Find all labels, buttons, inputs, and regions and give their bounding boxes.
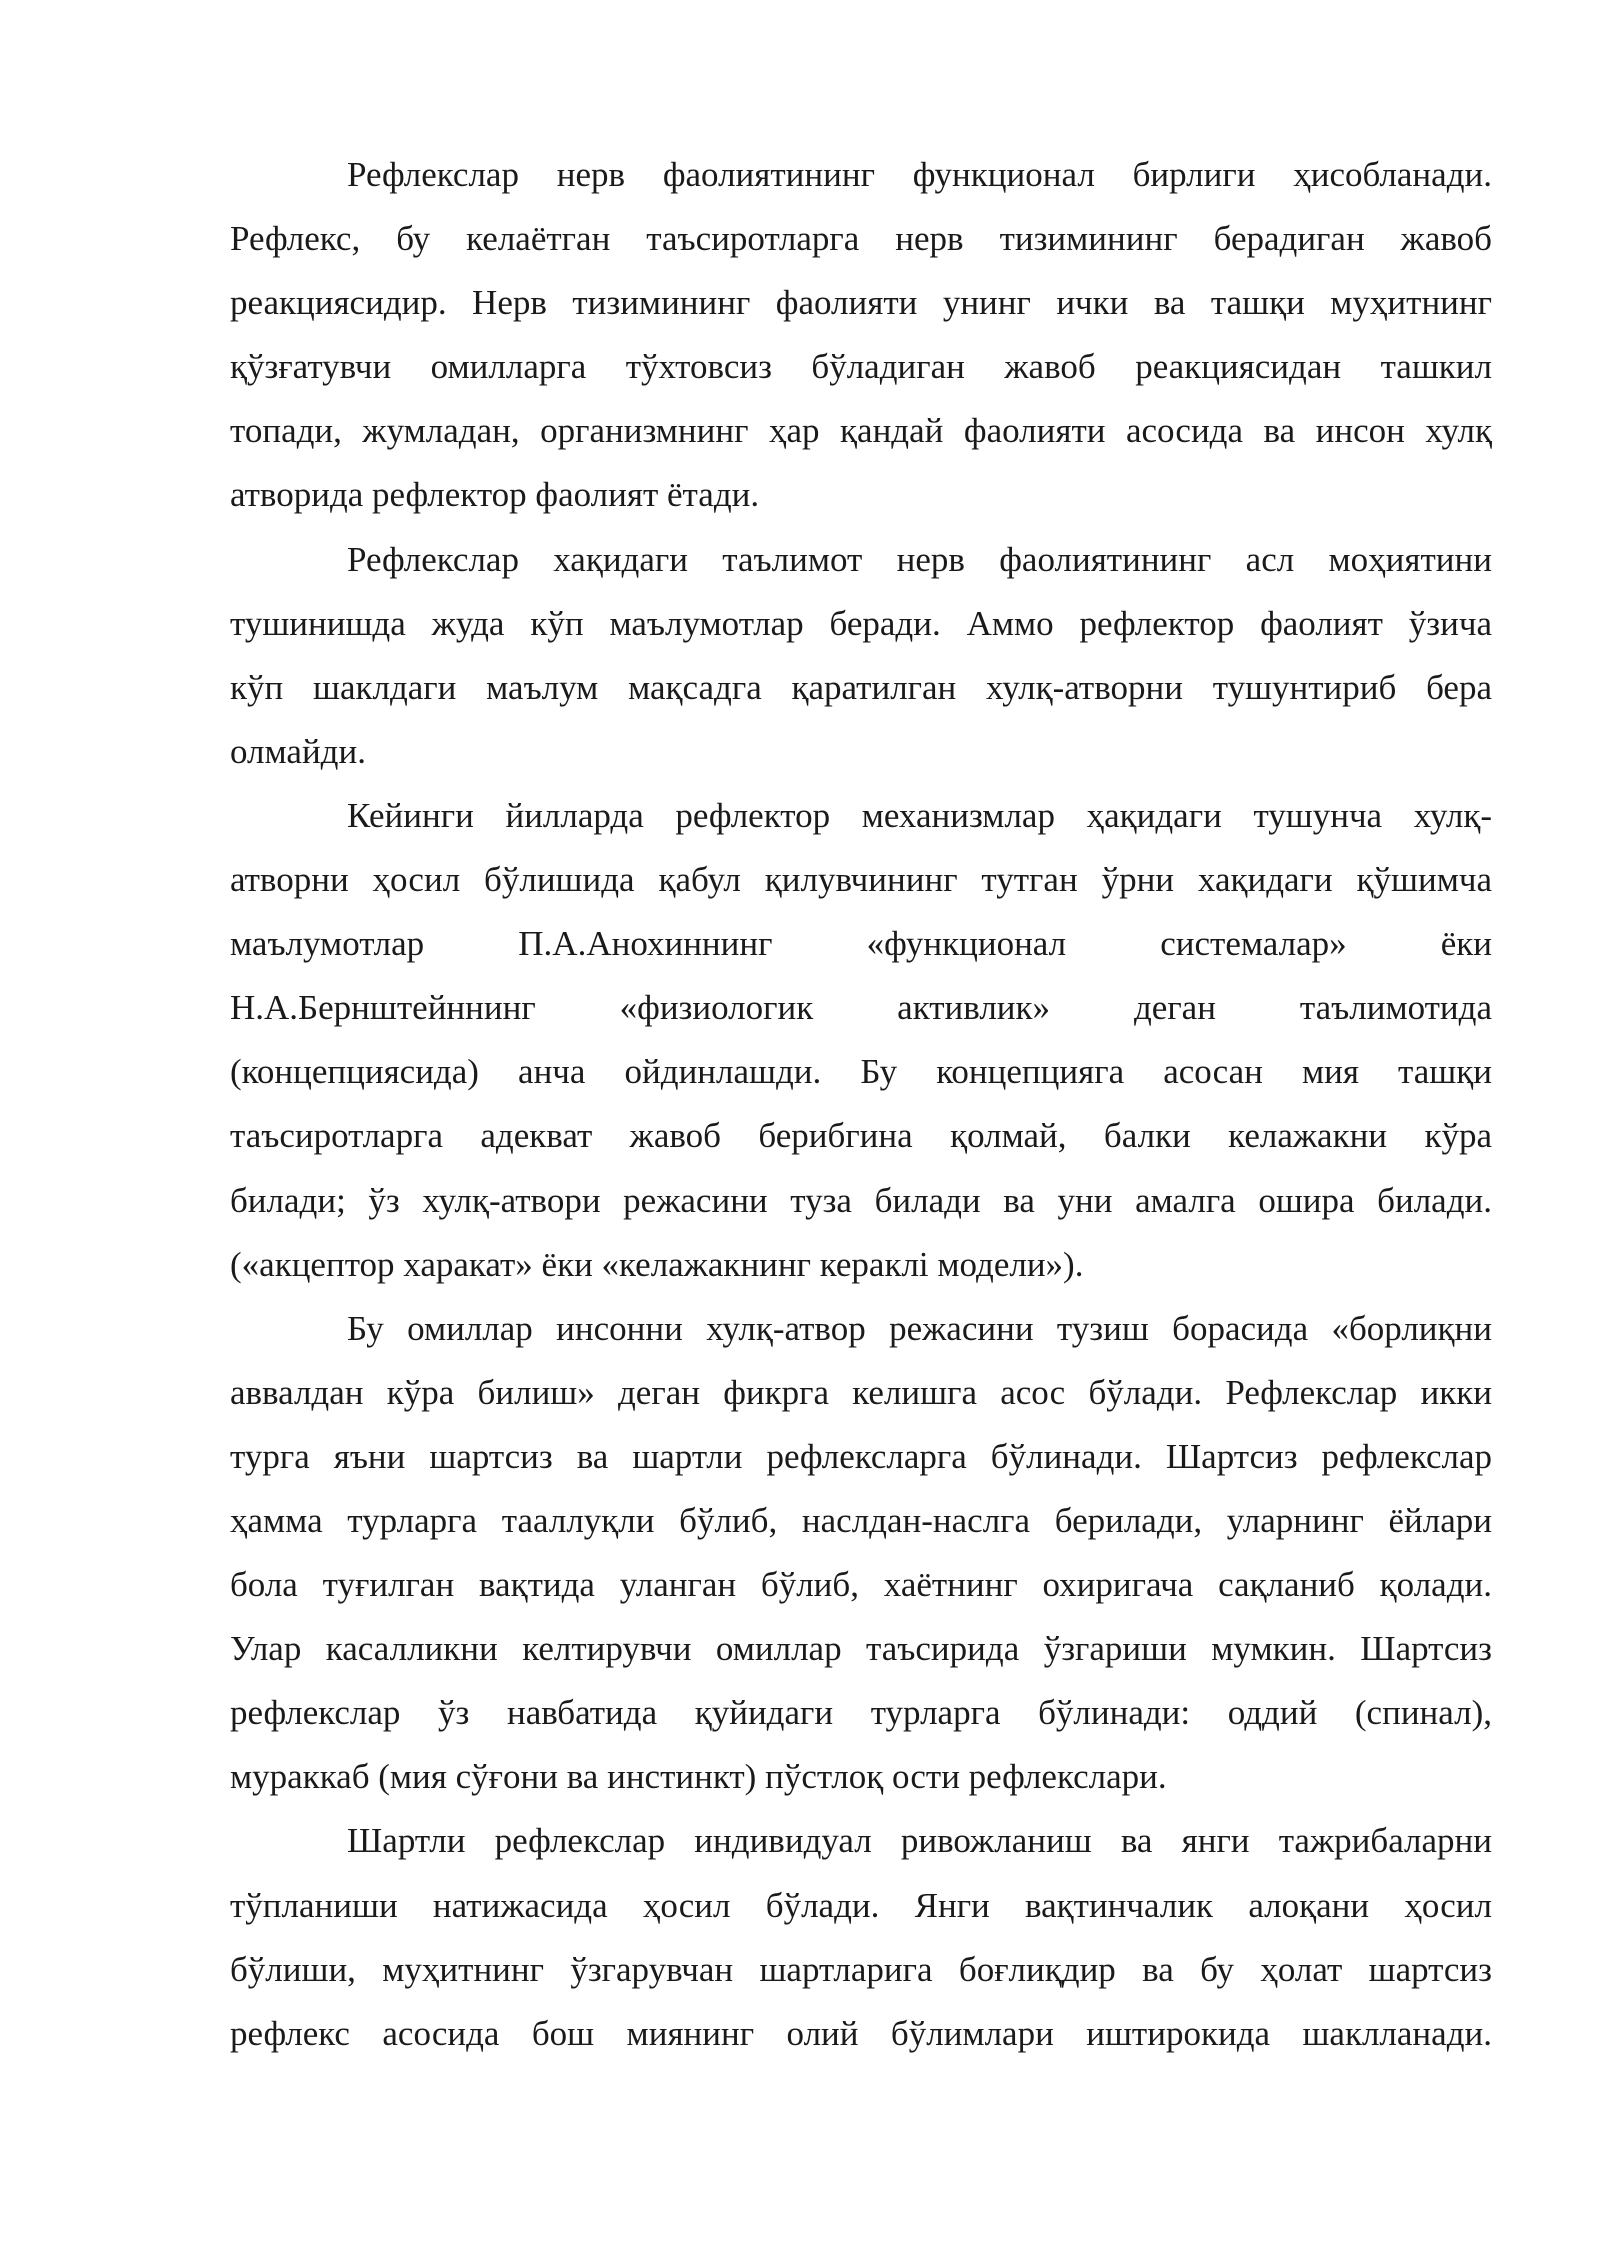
text-line: мураккаб (мия сўғони ва инстинкт) пўстлоқ ости рефлекслари. bbox=[230, 1757, 1167, 1797]
text-line: Рефлекс, бу келаётган таъсиротларга нерв тизимининг берадиган жавоб bbox=[230, 219, 1492, 259]
text-line: Шартли рефлекслар индивидуал ривожланиш ва янги тажрибаларни bbox=[347, 1821, 1492, 1861]
document-body bbox=[230, 143, 1492, 2066]
text-line: атворида рефлектор фаолият ётади. bbox=[230, 475, 760, 515]
paragraph-1 bbox=[230, 143, 1492, 528]
text-line: Рефлекслар хақидаги таълимот нерв фаолиятининг асл моҳиятини bbox=[347, 539, 1492, 579]
text-line: рефлекс асосида бош миянинг олий бўлимлари иштирокида шаклланади. bbox=[230, 2013, 1492, 2053]
text-line: (концепциясида) анча ойдинлашди. Бу концепцияга асосан мия ташқи bbox=[230, 1052, 1492, 1092]
text-line: аввалдан кўра билиш» деган фикрга келишга асос бўлади. Рефлекслар икки bbox=[230, 1372, 1492, 1412]
text-line: рефлекслар ўз навбатида қуйидаги турларга бўлинади: оддий (спинал), bbox=[230, 1693, 1492, 1733]
text-line: тушинишда жуда кўп маълумотлар беради. Аммо рефлектор фаолият ўзича bbox=[230, 603, 1492, 643]
text-line: билади; ўз хулқ-атвори режасини туза билади ва уни амалга ошира билади. bbox=[230, 1180, 1492, 1220]
text-line: олмайди. bbox=[230, 731, 366, 771]
text-line: бўлиши, муҳитнинг ўзгарувчан шартларига боғлиқдир ва бу ҳолат шартсиз bbox=[230, 1949, 1492, 1989]
text-line: қўзғатувчи омилларга тўхтовсиз бўладиган жавоб реакциясидан ташкил bbox=[230, 347, 1492, 387]
paragraph-3 bbox=[230, 784, 1492, 1297]
text-line: Бу омиллар инсонни хулқ-атвор режасини тузиш борасида «борлиқни bbox=[347, 1308, 1492, 1348]
text-line: («акцептор харакат» ёки «келажакнинг кераклi модели»). bbox=[230, 1244, 1084, 1284]
text-line: таъсиротларга адекват жавоб берибгина қолмай, балки келажакни кўра bbox=[230, 1116, 1492, 1156]
text-line: ҳамма турларга тааллуқли бўлиб, наслдан-наслга берилади, уларнинг ёйлари bbox=[230, 1500, 1492, 1540]
text-line: кўп шаклдаги маълум мақсадга қаратилган хулқ-атворни тушунтириб бера bbox=[230, 667, 1492, 707]
text-line: Н.А.Бернштейннинг «физиологик активлик» деган таълимотида bbox=[230, 988, 1492, 1028]
text-line: атворни ҳосил бўлишида қабул қилувчининг тутган ўрни хақидаги қўшимча bbox=[230, 860, 1492, 900]
text-line: Рефлекслар нерв фаолиятининг функционал бирлиги ҳисобланади. bbox=[347, 155, 1492, 194]
paragraph-5 bbox=[230, 1809, 1492, 2065]
text-line: Улар касалликни келтирувчи омиллар таъсирида ўзгариши мумкин. Шартсиз bbox=[230, 1629, 1492, 1669]
paragraph-2 bbox=[230, 528, 1492, 784]
paragraph-4 bbox=[230, 1297, 1492, 1810]
text-line: реакциясидир. Нерв тизимининг фаолияти унинг ички ва ташқи муҳитнинг bbox=[230, 283, 1492, 323]
text-line: Кейинги йилларда рефлектор механизмлар ҳақидаги тушунча хулқ- bbox=[347, 795, 1492, 835]
text-line: маълумотлар П.А.Анохиннинг «функционал системалар» ёки bbox=[230, 924, 1492, 964]
text-line: турга яъни шартсиз ва шартли рефлексларга бўлинади. Шартсиз рефлекслар bbox=[230, 1436, 1492, 1476]
text-line: топади, жумладан, организмнинг ҳар қандай фаолияти асосида ва инсон хулқ bbox=[230, 411, 1492, 451]
text-line: бола туғилган вақтида уланган бўлиб, хаётнинг охиригача сақланиб қолади. bbox=[230, 1565, 1492, 1605]
text-line: тўпланиши натижасида ҳосил бўлади. Янги вақтинчалик алоқани ҳосил bbox=[230, 1885, 1492, 1925]
